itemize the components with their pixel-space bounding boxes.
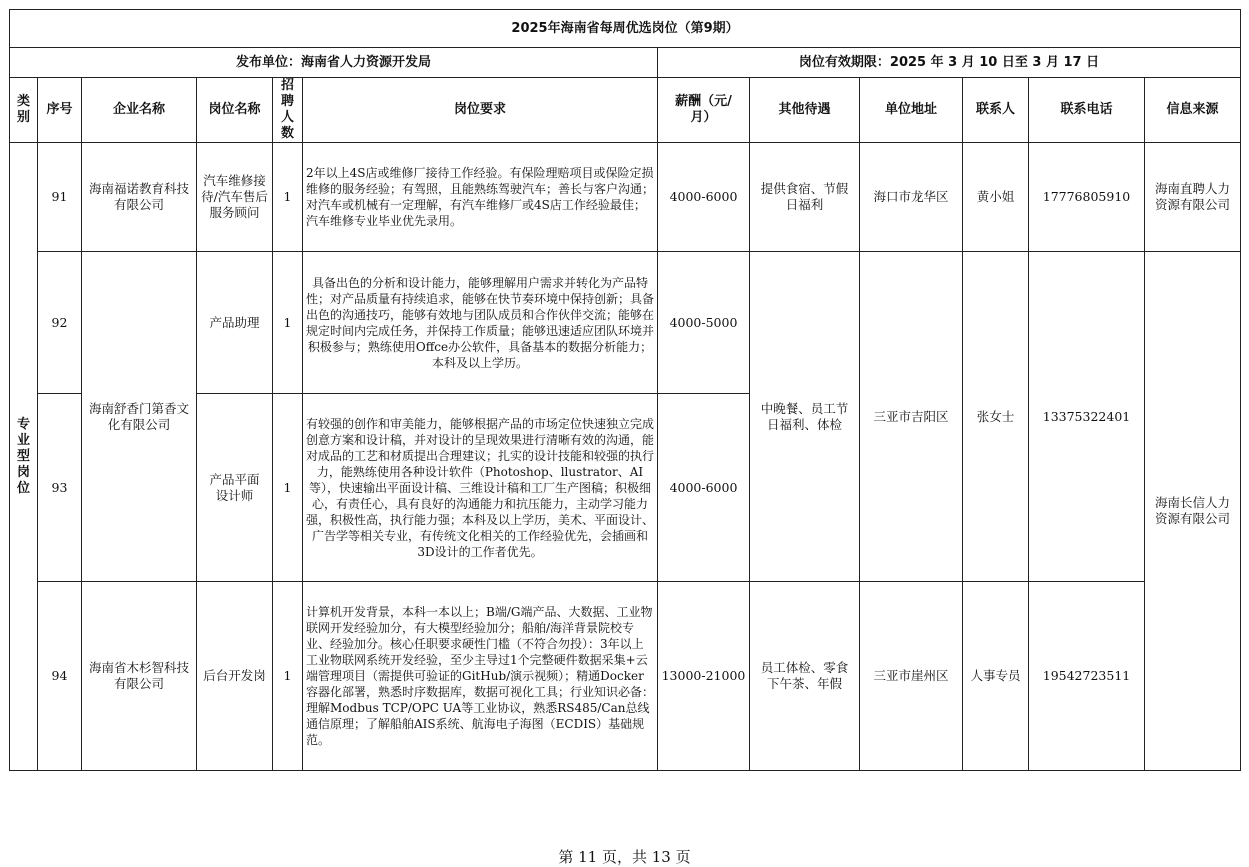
header-source: 信息来源 (1145, 78, 1241, 143)
header-category: 类别 (10, 78, 38, 143)
count-cell: 1 (273, 582, 303, 771)
header-salary: 薪酬（元/月） (658, 78, 750, 143)
header-benefits: 其他待遇 (750, 78, 860, 143)
validity-period: 岗位有效期限：2025 年 3 月 10 日至 3 月 17 日 (658, 48, 1241, 78)
header-requirements: 岗位要求 (303, 78, 658, 143)
benefits-cell: 员工体检、零食下午茶、年假 (750, 582, 860, 771)
seq-cell: 92 (38, 252, 82, 394)
salary-cell: 4000-5000 (658, 252, 750, 394)
table-row (10, 582, 1241, 771)
count-cell: 1 (273, 252, 303, 394)
contact-cell: 张女士 (963, 252, 1029, 582)
position-cell: 汽车维修接待/汽车售后服务顾问 (197, 143, 273, 252)
header-row (10, 78, 1241, 143)
phone-cell: 17776805910 (1029, 143, 1145, 252)
position-cell: 产品平面设计师 (197, 394, 273, 582)
contact-cell: 人事专员 (963, 582, 1029, 771)
header-contact: 联系人 (963, 78, 1029, 143)
table-row (10, 252, 1241, 394)
header-company: 企业名称 (82, 78, 197, 143)
position-cell: 后台开发岗 (197, 582, 273, 771)
count-cell: 1 (273, 143, 303, 252)
address-cell: 三亚市吉阳区 (860, 252, 963, 582)
benefits-cell: 中晚餐、员工节日福利、体检 (750, 252, 860, 582)
seq-cell: 91 (38, 143, 82, 252)
seq-cell: 94 (38, 582, 82, 771)
address-cell: 三亚市崖州区 (860, 582, 963, 771)
requirements-cell: 2年以上4S店或维修厂接待工作经验。有保险理赔项目或保险定损维修的服务经验；有驾照，且能熟练驾驶汽车；善长与客户沟通；对汽车或机械有一定理解，有汽车维修厂或4S店工作经验最佳；汽车维修专业毕业优先录用。 (303, 143, 658, 252)
company-cell: 海南省木杉智科技有限公司 (82, 582, 197, 771)
publisher: 发布单位：海南省人力资源开发局 (10, 48, 658, 78)
header-seq: 序号 (38, 78, 82, 143)
requirements-cell: 具备出色的分析和设计能力，能够理解用户需求并转化为产品特性；对产品质量有持续追求，能够在快节奏环境中保持创新；具备出色的沟通技巧，能够有效地与团队成员和合作伙伴交流；能够在规定时间内完成任务，并保持工作质量；能够迅速适应团队环境并积极参与；熟练使用Offce办公软件，具备基本的数据分析能力；本科及以上学历。 (303, 252, 658, 394)
table-row (10, 143, 1241, 252)
document-title: 2025年海南省每周优选岗位（第9期） (10, 10, 1241, 48)
seq-cell: 93 (38, 394, 82, 582)
requirements-cell: 有较强的创作和审美能力，能够根据产品的市场定位快速独立完成创意方案和设计稿，并对设计的呈现效果进行清晰有效的沟通，能对成品的工艺和材质提出合理建议；扎实的设计技能和较强的执行力，能熟练使用各种设计软件（Photoshop、llustrator、AI等），快速输出平面设计稿、三维设计稿和工厂生产图稿；积极细心，有责任心，具有良好的沟通能力和抗压能力，主动学习能力强，积极性高，执行能力强；本科及以上学历，美术、平面设计、广告学等相关专业，有传统文化相关的工作经验优先，会插画和3D设计的工作者优先。 (303, 394, 658, 582)
page-number: 第 11 页，共 13 页 (558, 848, 691, 866)
count-cell: 1 (273, 394, 303, 582)
requirements-cell: 计算机开发背景，本科一本以上；B端/G端产品、大数据、工业物联网开发经验加分，有大模型经验加分；船舶/海洋背景院校专业、经验加分。核心任职要求硬性门槛（不符合勿投）：3年以上工业物联网系统开发经验，至少主导过1个完整硬件数据采集+云端管理项目（需提供可验证的GitHub/演示视频）；精通Docker容器化部署，熟悉时序数据库，数据可视化工具；行业知识必备：理解Modbus TCP/OPC UA等工业协议，熟悉RS485/Can总线通信原理；了解船舶AIS系统、航海电子海图（ECDIS）基础规范。 (303, 582, 658, 771)
contact-cell: 黄小姐 (963, 143, 1029, 252)
header-count: 招聘人数 (273, 78, 303, 143)
header-address: 单位地址 (860, 78, 963, 143)
salary-cell: 4000-6000 (658, 143, 750, 252)
company-cell: 海南福诺教育科技有限公司 (82, 143, 197, 252)
phone-cell: 13375322401 (1029, 252, 1145, 582)
job-listing-table (9, 9, 1241, 771)
source-cell: 海南直聘人力资源有限公司 (1145, 143, 1241, 252)
header-phone: 联系电话 (1029, 78, 1145, 143)
phone-cell: 19542723511 (1029, 582, 1145, 771)
salary-cell: 4000-6000 (658, 394, 750, 582)
source-cell: 海南长信人力资源有限公司 (1145, 252, 1241, 771)
benefits-cell: 提供食宿、节假日福利 (750, 143, 860, 252)
header-position: 岗位名称 (197, 78, 273, 143)
address-cell: 海口市龙华区 (860, 143, 963, 252)
position-cell: 产品助理 (197, 252, 273, 394)
salary-cell: 13000-21000 (658, 582, 750, 771)
company-cell: 海南舒香门第香文化有限公司 (82, 252, 197, 582)
category-cell: 专业型岗位 (10, 143, 38, 771)
